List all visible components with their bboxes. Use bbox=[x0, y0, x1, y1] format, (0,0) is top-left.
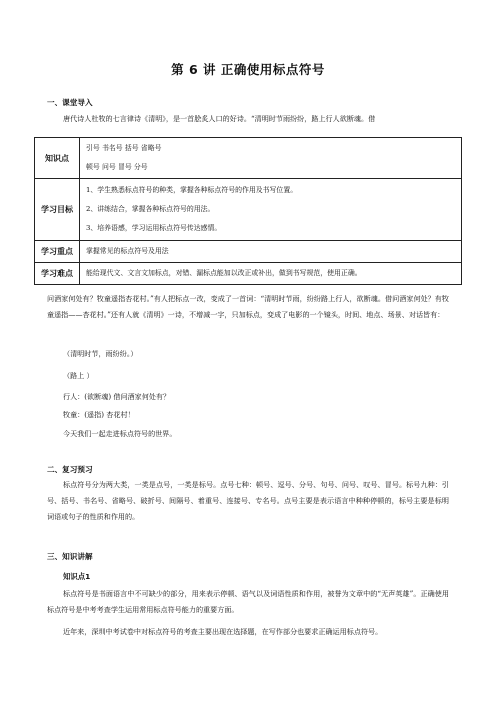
story-line: （清明时节，雨纷纷。） bbox=[63, 349, 138, 358]
table-cell-knowledge bbox=[80, 138, 462, 179]
review-paragraph: 标点符号分为两大类，一类是点号，一类是标号。点号七种：顿号、逗号、分号、句号、问号、叹号、冒号。标号九种：引号、括号、书名号、省略号、破折号、间隔号、着重号、连接号、专名号。点号主要是表示语言中种种停顿的，标号主要是标明词语或句子的性质和作用的。 bbox=[47, 480, 449, 522]
table-row bbox=[35, 241, 462, 263]
table-cell-focus bbox=[80, 241, 462, 263]
story-line: 今天我们一起走进标点符号的世界。 bbox=[63, 429, 177, 438]
table-label-knowledge: 知识点 bbox=[35, 138, 80, 179]
lesson-info-table bbox=[34, 137, 462, 285]
table-line: 3、培养语感，学习运用标点符号传达感情。 bbox=[86, 224, 222, 232]
table-line: 引号 书名号 括号 省略号 bbox=[86, 144, 162, 152]
story-line: 牧童：(遥指) 杏花村！ bbox=[63, 410, 135, 419]
table-line: 能给现代文、文言文加标点，对错、漏标点能加以改正或补出，做到书写规范，使用正确。 bbox=[86, 269, 362, 277]
story-line: 行人：(欲断魂) 借问酒家何处有？ bbox=[63, 392, 171, 401]
table-line: 掌握常见的标点符号及用法 bbox=[86, 247, 169, 255]
intro-text: 唐代诗人杜牧的七言律诗《清明》，是一首脍炙人口的好诗。“清明时节雨纷纷，路上行人欲断魂。借 bbox=[63, 114, 376, 123]
lecture-paragraph: 近年来，深圳中考试卷中对标点符号的考查主要出现在选择题，在写作部分也要求正确运用标点符号。 bbox=[63, 627, 383, 636]
section-heading-lecture: 三、知识讲解 bbox=[47, 552, 93, 561]
table-label-goals: 学习目标 bbox=[35, 179, 80, 241]
table-label-focus: 学习重点 bbox=[35, 241, 80, 263]
table-cell-difficulty bbox=[80, 263, 462, 285]
section-heading-intro: 一、课堂导入 bbox=[47, 98, 93, 107]
table-label-difficulty: 学习难点 bbox=[35, 263, 80, 285]
table-row bbox=[35, 263, 462, 285]
knowledge-point-heading: 知识点1 bbox=[63, 572, 91, 581]
story-line: （路上 ） bbox=[63, 371, 94, 380]
table-cell-goals bbox=[80, 179, 462, 241]
section-heading-review: 二、复习预习 bbox=[47, 465, 93, 474]
table-line: 2、讲练结合，掌握各种标点符号的用法。 bbox=[86, 205, 215, 213]
story-paragraph: 问酒家何处有？牧童遥指杏花村。”有人把标点一改，变成了一首词：“清明时节雨，纷纷路上行人，欲断魂。借问酒家何处？有牧童遥指——杏花村。”还有人就《清明》一诗，不增减一字，只加标点，变成了电影的一个镜头，时间、地点、场景、对话皆有： bbox=[47, 294, 449, 320]
page-title: 第 6 讲 正确使用标点符号 bbox=[171, 62, 325, 77]
table-line: 顿号 问号 冒号 分号 bbox=[86, 163, 148, 171]
lecture-paragraph: 标点符号是书面语言中不可缺少的部分，用来表示停顿、语气以及词语性质和作用，被誉为文章中的“无声英雄”。正确使用标点符号是中考考查学生运用常用标点符号能力的重要方面。 bbox=[47, 589, 449, 615]
table-row bbox=[35, 138, 462, 179]
table-row bbox=[35, 179, 462, 241]
table-line: 1、学生熟悉标点符号的种类，掌握各种标点符号的作用及书写位置。 bbox=[86, 186, 298, 194]
